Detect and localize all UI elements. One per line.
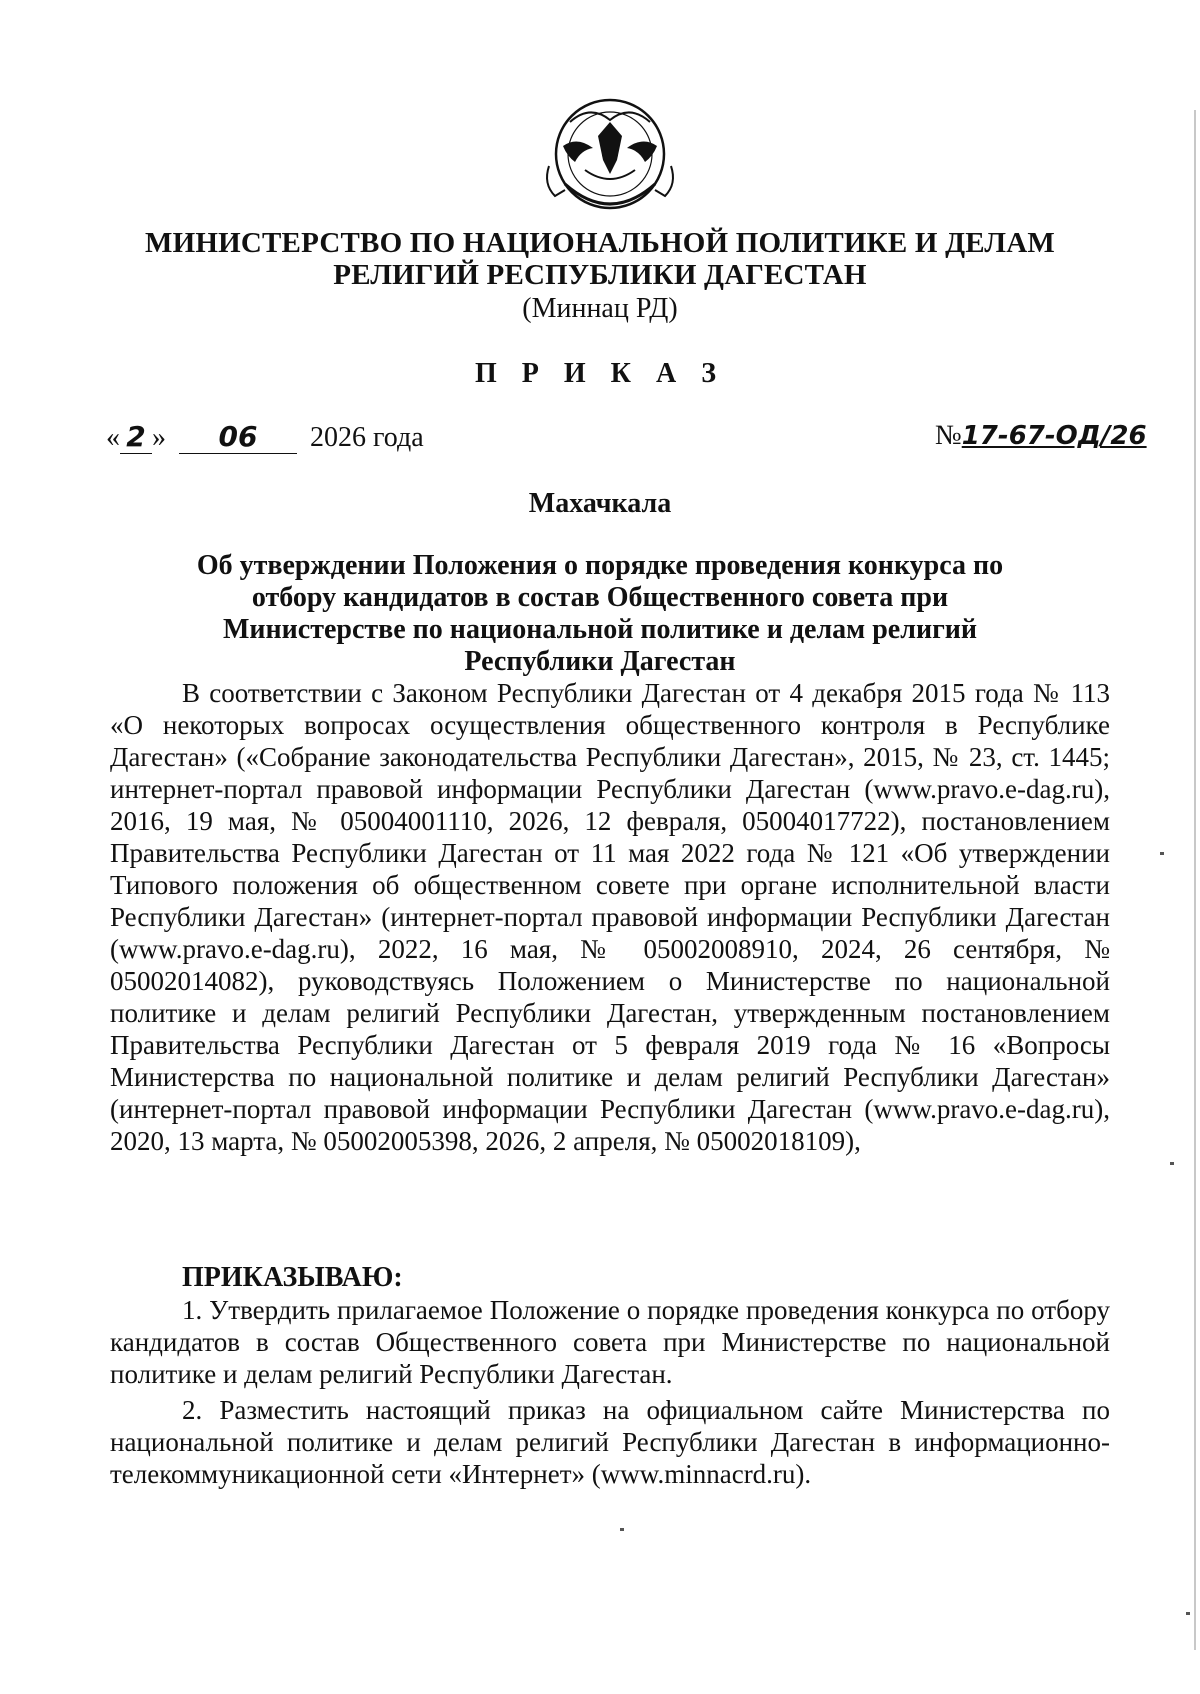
date-day: 2: [120, 420, 152, 454]
date-month: 06: [179, 420, 297, 454]
ministry-name-line2: РЕЛИГИЙ РЕСПУБЛИКИ ДАГЕСТАН: [333, 259, 867, 291]
preamble-paragraph: В соответствии с Законом Республики Дагестан от 4 декабря 2015 года № 113 «О некоторых вопросах осуществления общественного контроля в Республике Дагестан» («Собрание законодательства Республики Дагестан», 2015, № 23, ст. 1445; интернет-портал правовой информации Республики Дагестан (www.pravo.e-dag.ru), 2016, 19 мая, № 05004001110, 2026, 12 февраля, 05004017722), постановлением Правительства Республики Дагестан от 11 мая 2022 года № 121 «Об утверждении Типового положения об общественном совете при органе исполнительной власти Республики Дагестан» (интернет-портал правовой информации Республики Дагестан (www.pravo.e-dag.ru), 2022, 16 мая, № 05002008910, 2024, 26 сентября, № 05002014082), руководствуясь Положением о Министерстве по национальной политике и делам религий Республики Дагестан, утвержденным постановлением Правительства Республики Дагестан от 5 февраля 2019 года № 16 «Вопросы Министерства по национальной политике и делам религий Республики Дагестан» (интернет-портал правовой информации Республики Дагестан (www.pravo.e-dag.ru), 2020, 13 марта, № 05002005398, 2026, 2 апреля, № 05002018109),: [110, 678, 1110, 1156]
number-prefix: №: [935, 420, 962, 451]
scan-speck: [620, 1528, 624, 1531]
city-name: Махачкала: [528, 488, 672, 519]
scan-edge-line: [1194, 110, 1196, 1650]
scan-speck: [1170, 1162, 1174, 1165]
date-open-quote: «: [106, 422, 120, 453]
document-title: Об утверждении Положения о порядке проведения конкурса по отбору кандидатов в состав Общественного совета при Министерстве по национальной политике и делам религий Республики Дагестан: [196, 550, 1004, 677]
document-number: [935, 420, 1147, 452]
scan-speck: [1186, 1612, 1190, 1615]
document-type-heading: П Р И К А З: [475, 358, 725, 389]
order-heading: ПРИКАЗЫВАЮ:: [182, 1262, 403, 1293]
order-item-2: 2. Разместить настоящий приказ на официальном сайте Министерства по национальной политике и делам религий Республики Дагестан в информационно-телекоммуникационной сети «Интернет» (www.minnacrd.ru).: [110, 1395, 1110, 1489]
ministry-name-line1: МИНИСТЕРСТВО ПО НАЦИОНАЛЬНОЙ ПОЛИТИКЕ И ДЕЛАМ: [145, 227, 1055, 259]
date-close-quote: »: [152, 422, 166, 453]
document-date: [106, 420, 424, 454]
coat-of-arms-emblem: [535, 96, 685, 214]
order-item-1: 1. Утвердить прилагаемое Положение о порядке проведения конкурса по отбору кандидатов в состав Общественного совета при Министерстве по национальной политике и делам религий Республики Дагестан.: [110, 1295, 1110, 1389]
ministry-abbreviation: (Миннац РД): [522, 293, 678, 324]
scan-speck: [1160, 852, 1164, 855]
date-year: 2026 года: [310, 422, 424, 453]
number-value: 17-67-ОД/26: [961, 421, 1147, 451]
